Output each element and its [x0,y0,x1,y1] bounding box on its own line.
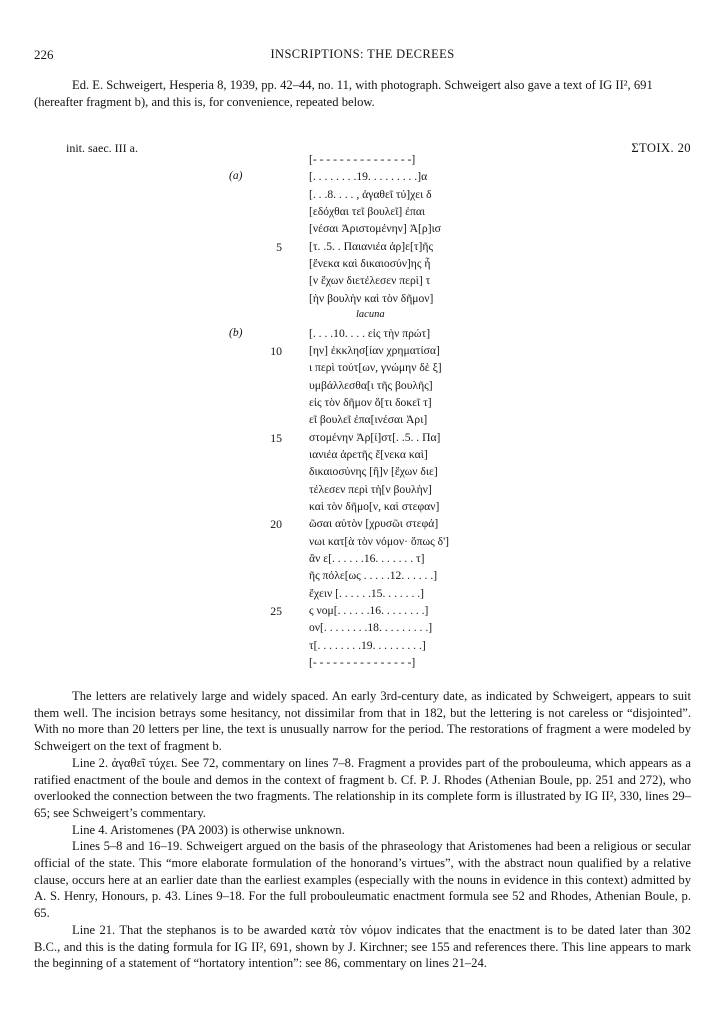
lacuna-label: lacuna [356,309,385,321]
line-text: [. . . .10. . . . εἰς τὴν πρώτ] [309,326,431,340]
line-text: καὶ τὸν δῆμο[ν, καὶ στεφαν] [309,500,440,513]
fragment-label: (b) [229,326,243,339]
line-text: [ν ἔχων διετέλεσεν περὶ] τ [309,274,431,288]
line-text: [νέσαι Ἀριστομένην] Ἀ[ρ]ισ [309,222,441,236]
line-text: εἰς τὸν δῆμον ὅ[τι δοκεῖ τ] [309,395,432,409]
line-number: 5 [276,239,282,254]
page-header [34,47,691,65]
line-text: [- - - - - - - - - - - - - - -] [309,656,416,670]
line-text: ἂν ε[. . . . . .16. . . . . . . τ] [309,552,425,566]
commentary-paragraph: Line 2. ἀγαθεῖ τύχει. See 72, commentary on lines 7–8. Fragment a provides part of the probouleuma, which appears as a ratified enactment of the boule and demos in the context of fragment b. Cf. P. J. Rhodes (Athenian Boule, pp. 251 and 272), who overlooked the connection between the two fragments. The relationship in its complete form is illustrated by IG II², 330, lines 29–65; see Schweigert’s commentary. [34,755,691,820]
line-text: ι περὶ τούτ[ων, γνώμην δὲ ξ] [309,361,442,375]
line-text: στομένην Ἀρ[ί]στ[. .5. . Πα] [309,430,441,444]
line-text: τ[. . . . . . . .19. . . . . . . . .] [309,638,426,652]
line-number: 25 [270,604,282,619]
line-text: δικαιοσύνης [ἣ]ν [ἔχων διε] [309,465,438,479]
line-text: ς νομ[. . . . . .16. . . . . . . .] [309,604,429,618]
line-text: ἔχειν [. . . . . .15. . . . . . .] [309,586,425,600]
line-text: ῆς πόλε[ως . . . . .12. . . . . .] [309,569,438,583]
line-text: ιανιέα ἀρετῆς ἕ[νεκα καὶ] [309,447,428,461]
line-number: 20 [270,517,282,532]
date-label: init. saec. III a. [66,141,138,155]
line-text: [. . .8. . . . , ἀγαθεῖ τύ]χει δ [309,187,432,201]
line-text: [. . . . . . . .19. . . . . . . . .]α [309,170,428,184]
line-text: νωι κατ[ὰ τὸν νόμον· ὅπως δ'] [309,534,450,548]
line-text: [ην] ἐκκλησ[ίαν χρηματίσα] [309,343,440,357]
commentary-paragraph: Line 21. That the stephanos is to be awarded κατὰ τὸν νόμον indicates that the enactment is to be dated later than 302 B.C., and this is the dating formula for IG II², 691, shown by J. Kirchner; see 155 and references there. This line appears to mark the beginning of a statement of “hortatory intention”: see 86, commentary on lines 21–24. [34,922,691,971]
line-text: ον[. . . . . . . .18. . . . . . . . .] [309,621,433,635]
fragment-label: (a) [229,170,243,183]
commentary [34,688,691,972]
commentary-paragraph: The letters are relatively large and widely spaced. An early 3rd-century date, as indicated by Schweigert, appears to suit them well. The incision betrays some hesitancy, not dissimilar from that in 182, but the lettering is not careless or “disjointed”. With no more than 20 letters per line, the text is unusually narrow for the period. The restorations of fragment a were modeled by Schweigert on the text of fragment b. [34,689,691,754]
line-number: 10 [270,343,282,358]
inscription-line [0,656,719,676]
commentary-paragraph: Line 4. Aristomenes (PA 2003) is otherwise unknown. [72,822,345,837]
edition-note: Ed. E. Schweigert, Hesperia 8, 1939, pp. 42–44, no. 11, with photograph. Schweigert also gave a text of IG II², 691 (hereafter fragment b), and this is, for convenience, repeated below. [34,78,653,109]
line-text: ῶσαι αὐτὸν [χρυσῶι στεφά] [309,517,439,531]
line-text: [- - - - - - - - - - - - - - -] [309,153,416,166]
line-text: [τ. .5. . Παιανιέα ἀρ]ε[τ]ῆς [309,239,434,253]
line-text: εῖ βουλεῖ ἐπα[ινέσαι Ἀρι] [309,413,428,427]
line-number: 15 [270,430,282,445]
running-head: INSCRIPTIONS: THE DECREES [270,47,455,61]
line-text: υμβάλλεσθα[ι τῆς βουλῆς] [309,378,433,392]
commentary-paragraph: Lines 5–8 and 16–19. Schweigert argued on the basis of the phraseology that Aristomenes had been a religious or secular official of the state. This “more elaborate formulation of the honorand’s virtues”, with the abstract noun qualified by a relative clause, occurs here at an earlier date than the earliest examples (especially with the nouns in evidence in this context) admitted by A. S. Henry, Honours, p. 43. Lines 9–18. For the full probouleumatic enactment formula see 52 and Rhodes, Athenian Boule, p. 65. [34,839,691,921]
line-text: τέλεσεν περὶ τὴ[ν βουλὴν] [309,482,432,496]
line-text: [ἕνεκα καὶ δικαιοσύν]ης ἧ [309,257,431,271]
line-text: [ὴν βουλὴν καὶ τὸν δῆμον] [309,291,434,305]
stoichedon-label: ΣΤΟΙΧ. 20 [631,141,691,155]
line-text: [εδόχθαι τεῖ βουλεῖ] ἐπαι [309,205,426,219]
page-number: 226 [34,47,54,62]
